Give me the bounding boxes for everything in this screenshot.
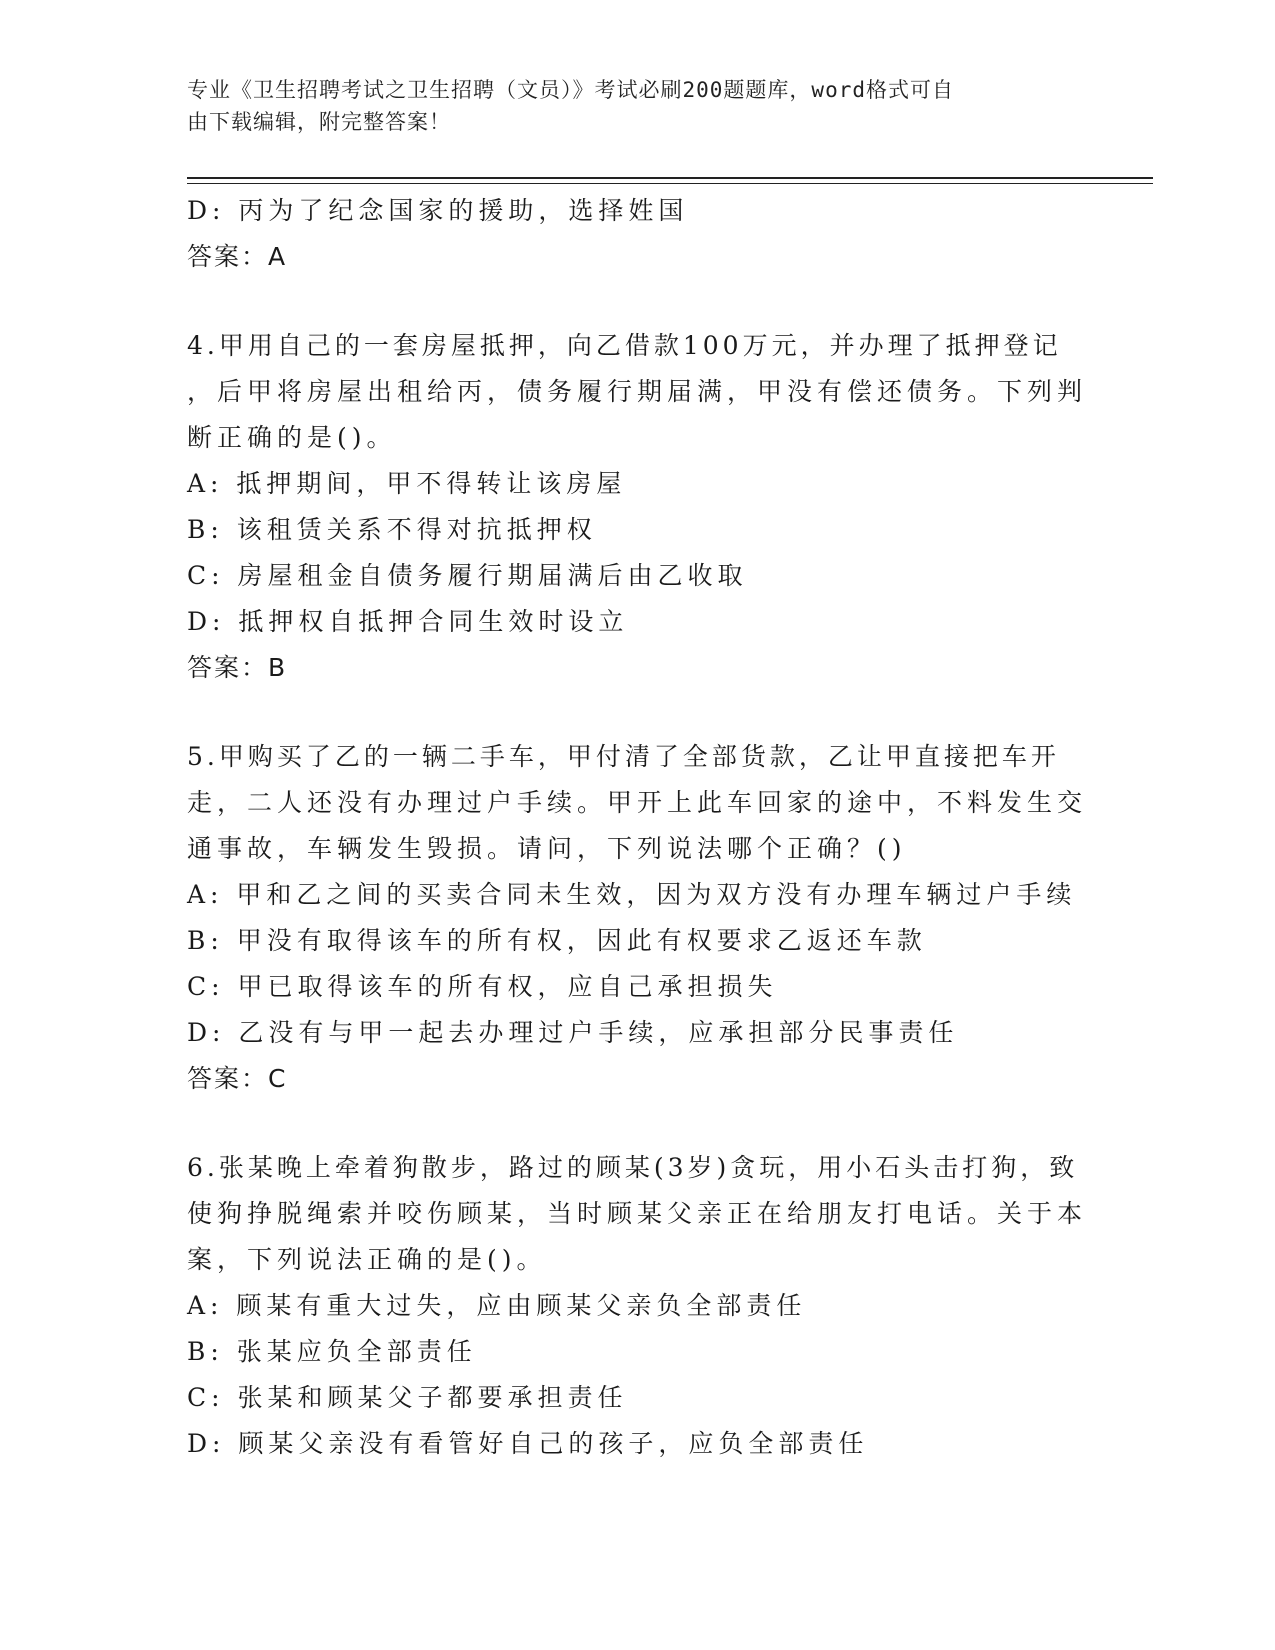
answer-line: 答案：B [187,653,288,682]
option-b: B: 张某应负全部责任 [187,1337,477,1366]
previous-question-tail [187,188,1087,280]
header-divider-thick [187,177,1153,179]
question-stem-line: 6.张某晚上牵着狗散步，路过的顾某(3岁)贪玩，用小石头击打狗，致 [187,1153,1079,1182]
spacer [187,1102,1087,1145]
question-stem-line: 案，下列说法正确的是()。 [187,1245,547,1274]
option-a: A: 甲和乙之间的买卖合同未生效，因为双方没有办理车辆过户手续 [187,880,1077,909]
option-d: D: 乙没有与甲一起去办理过户手续，应承担部分民事责任 [187,1018,959,1047]
option-d: D: 丙为了纪念国家的援助，选择姓国 [187,196,689,225]
spacer [187,691,1087,734]
question-stem-line: 使狗挣脱绳索并咬伤顾某，当时顾某父亲正在给朋友打电话。关于本 [187,1199,1088,1228]
header-line-1: 专业《卫生招聘考试之卫生招聘（文员）》考试必刷200题题库，word格式可自 [187,78,954,102]
question-stem-line: 断正确的是()。 [187,423,397,452]
option-b: B: 甲没有取得该车的所有权，因此有权要求乙返还车款 [187,926,927,955]
option-b: B: 该租赁关系不得对抗抵押权 [187,515,597,544]
option-c: C: 张某和顾某父子都要承担责任 [187,1383,628,1412]
answer-line: 答案：A [187,242,288,271]
question-5 [187,734,1087,1102]
question-stem-line: 走，二人还没有办理过户手续。甲开上此车回家的途中，不料发生交 [187,788,1088,817]
question-stem-line: 通事故，车辆发生毁损。请问，下列说法哪个正确？() [187,834,907,863]
document-body [187,188,1087,1467]
question-stem-line: ，后甲将房屋出租给丙，债务履行期届满，甲没有偿还债务。下列判 [187,377,1088,406]
option-a: A: 抵押期间，甲不得转让该房屋 [187,469,627,498]
option-d: D: 抵押权自抵押合同生效时设立 [187,607,629,636]
option-c: C: 甲已取得该车的所有权，应自己承担损失 [187,972,778,1001]
answer-line: 答案：C [187,1064,288,1093]
question-4 [187,323,1087,691]
option-d: D: 顾某父亲没有看管好自己的孩子，应负全部责任 [187,1429,869,1458]
option-c: C: 房屋租金自债务履行期届满后由乙收取 [187,561,748,590]
header-divider-thin [187,183,1153,184]
question-6 [187,1145,1087,1467]
question-stem-line: 4.甲用自己的一套房屋抵押，向乙借款100万元，并办理了抵押登记 [187,331,1062,360]
question-stem-line: 5.甲购买了乙的一辆二手车，甲付清了全部货款，乙让甲直接把车开 [187,742,1060,771]
header-line-2: 由下载编辑，附完整答案！ [187,110,451,134]
spacer [187,280,1087,323]
option-a: A: 顾某有重大过失，应由顾某父亲负全部责任 [187,1291,807,1320]
page-header [187,74,1067,138]
